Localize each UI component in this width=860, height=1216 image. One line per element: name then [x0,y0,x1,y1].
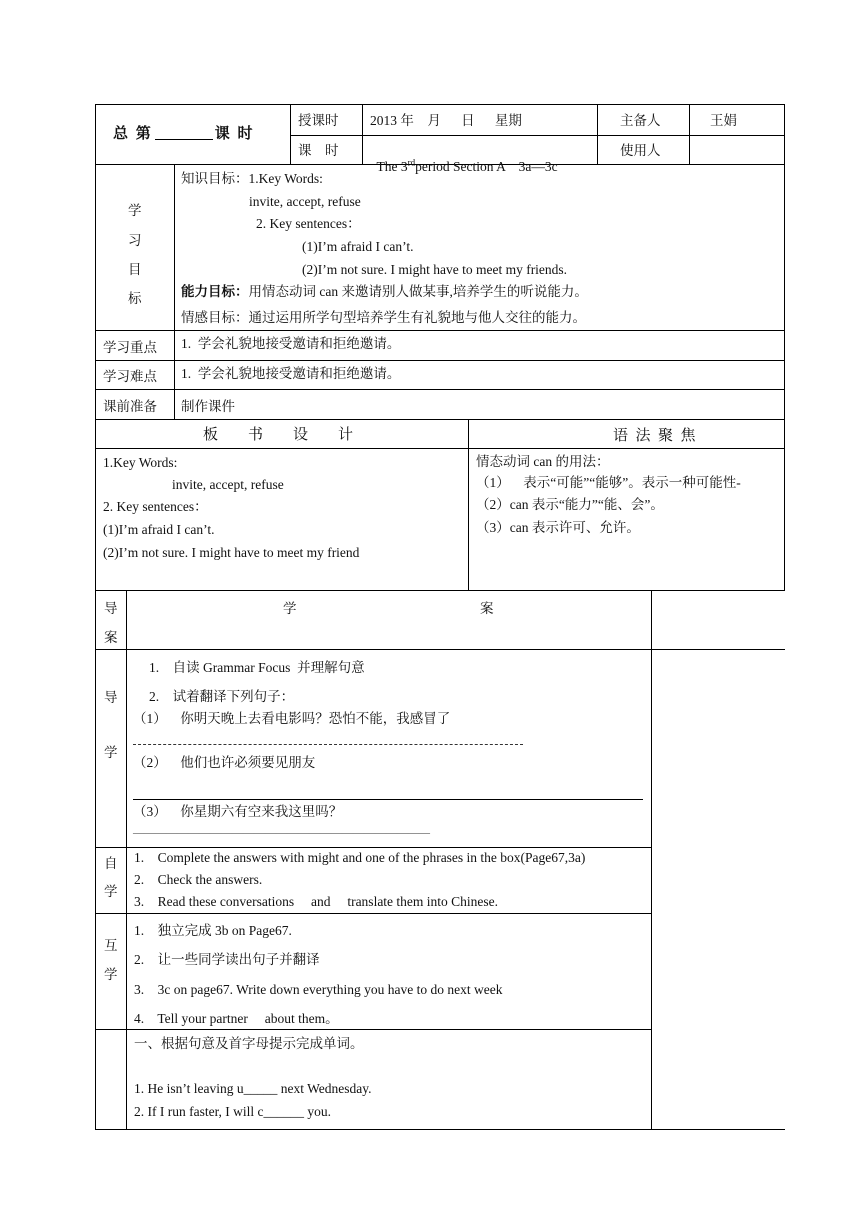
emotion-goal: 情感目标：通过运用所学句型培养学生有礼貌地与他人交往的能力。 [181,310,586,325]
table-border [290,104,291,164]
guide-header-xue: 学 [283,601,297,616]
difficulty-text: 1. 学会礼貌地接受邀请和拒绝邀请。 [181,366,401,381]
exercise-question: 1. He isn’t leaving u_____ next Wednesday. [134,1081,372,1096]
focus-text: 1. 学会礼貌地接受邀请和拒绝邀请。 [181,336,401,351]
knowledge-sentence: (1)I’m afraid I can’t. [302,239,414,254]
daoxue-item: 2. 试着翻译下列句子： [149,689,295,704]
zixue-item: 2. Check the answers. [134,872,263,887]
guide-side-label: 案 [104,630,118,645]
zixue-item: 3. Read these conversations and translate them into Chinese. [134,894,499,909]
period-label: 课 时 [298,143,339,158]
objectives-side-label: 习 [128,233,142,248]
exercise-question: 2. If I run faster, I will c______ you. [134,1104,332,1119]
table-border [95,590,785,591]
table-border [95,847,652,848]
board-line: 2. Key sentences： [103,499,208,514]
preparation-label: 课前准备 [103,399,157,414]
time-label: 授课时 [298,113,339,128]
daoxue-question: （2） 他们也许必须要见朋友 [133,755,316,770]
table-border [95,330,785,331]
daoxue-item: 1. 自读 Grammar Focus 并理解句意 [149,660,365,675]
table-border [95,913,652,914]
zixue-side-label: 自 [104,856,118,871]
table-border [784,104,785,590]
board-line: (2)I’m not sure. I might have to meet my friend [103,545,360,560]
daoxue-question: （3） 你星期六有空来我这里吗？ [133,804,343,819]
knowledge-words: invite, accept, refuse [249,194,361,209]
grammar-line: （1） 表示“可能”“能够”。表示一种可能性- [476,475,741,490]
board-line: (1)I’m afraid I can’t. [103,522,215,537]
answer-line [133,799,643,800]
lesson-number [113,126,255,142]
guide-side-label: 导 [104,601,118,616]
grammar-line: （2）can 表示“能力”“能、会”。 [476,497,664,512]
ability-text: 用情态动词 can 来邀请别人做某事,培养学生的听说能力。 [248,284,588,299]
huxue-side-label: 学 [104,967,118,982]
preparer-label: 主备人 [620,113,661,128]
objectives-side-label: 目 [128,262,142,277]
zixue-item: 1. Complete the answers with might and one of the phrases in the box(Page67,3a) [134,850,586,865]
huxue-side-label: 互 [104,938,118,953]
ability-goal [181,284,588,300]
zixue-side-label: 学 [104,884,118,899]
board-line: invite, accept, refuse [172,477,284,492]
knowledge-sentences-head: 2. Key sentences： [256,216,361,231]
daoxue-side-label: 学 [104,745,118,760]
focus-label: 学习重点 [103,340,157,355]
huxue-item: 3. 3c on page67. Write down everything you have to do next week [134,982,503,997]
table-border [95,389,785,390]
table-border [362,104,363,164]
daoxue-question: （1） 你明天晚上去看电影吗？恐怕不能，我感冒了 [133,711,451,726]
period-value [370,143,558,175]
period-value-sup: rd [407,157,416,168]
lesson-number-prefix: 总 第 [113,126,153,142]
lesson-number-blank [155,126,213,140]
period-value-pre: The 3 [376,159,408,174]
difficulty-label: 学习难点 [103,369,157,384]
table-border [95,1129,785,1130]
huxue-item: 1. 独立完成 3b on Page67. [134,923,292,938]
table-border [689,104,690,164]
preparer-name: 王娟 [710,113,737,128]
table-border [95,419,785,420]
answer-dash-line: ——————————————————————————— [133,827,430,839]
table-border [95,448,785,449]
table-border [95,1029,652,1030]
time-value: 2013 年 月 日 星期 [370,113,522,128]
table-border [95,649,785,650]
table-border [468,419,469,590]
grammar-line: （3）can 表示许可、允许。 [476,520,640,535]
huxue-item: 2. 让一些同学读出句子并翻译 [134,952,320,967]
guide-header-an: 案 [480,601,494,616]
table-border [597,104,598,164]
daoxue-side-label: 导 [104,690,118,705]
user-label: 使用人 [620,143,661,158]
board-line: 1.Key Words: [103,455,178,470]
knowledge-head: 知识目标：1.Key Words: [181,171,323,186]
exercise-heading: 一、根据句意及首字母提示完成单词。 [134,1036,364,1051]
grammar-line: 情态动词 can 的用法： [476,454,610,469]
objectives-side-label: 学 [128,203,142,218]
table-border [95,104,96,1130]
objectives-side-label: 标 [128,291,142,306]
ability-label: 能力目标： [181,284,249,299]
huxue-item: 4. Tell your partner about them。 [134,1011,339,1026]
lesson-number-suffix: 课 时 [214,126,255,142]
table-border [174,164,175,419]
grammar-heading: 语 法 聚 焦 [613,428,696,444]
table-border [95,360,785,361]
preparation-text: 制作课件 [181,399,235,414]
table-border [126,590,127,1130]
table-border [290,135,784,136]
board-heading: 板 书 设 计 [203,427,354,443]
knowledge-sentence: (2)I’m not sure. I might have to meet my friends. [302,262,568,277]
table-border [651,590,652,1130]
period-value-post: period Section A 3a—3c [415,159,558,174]
table-border [95,104,785,105]
answer-line [133,744,523,745]
